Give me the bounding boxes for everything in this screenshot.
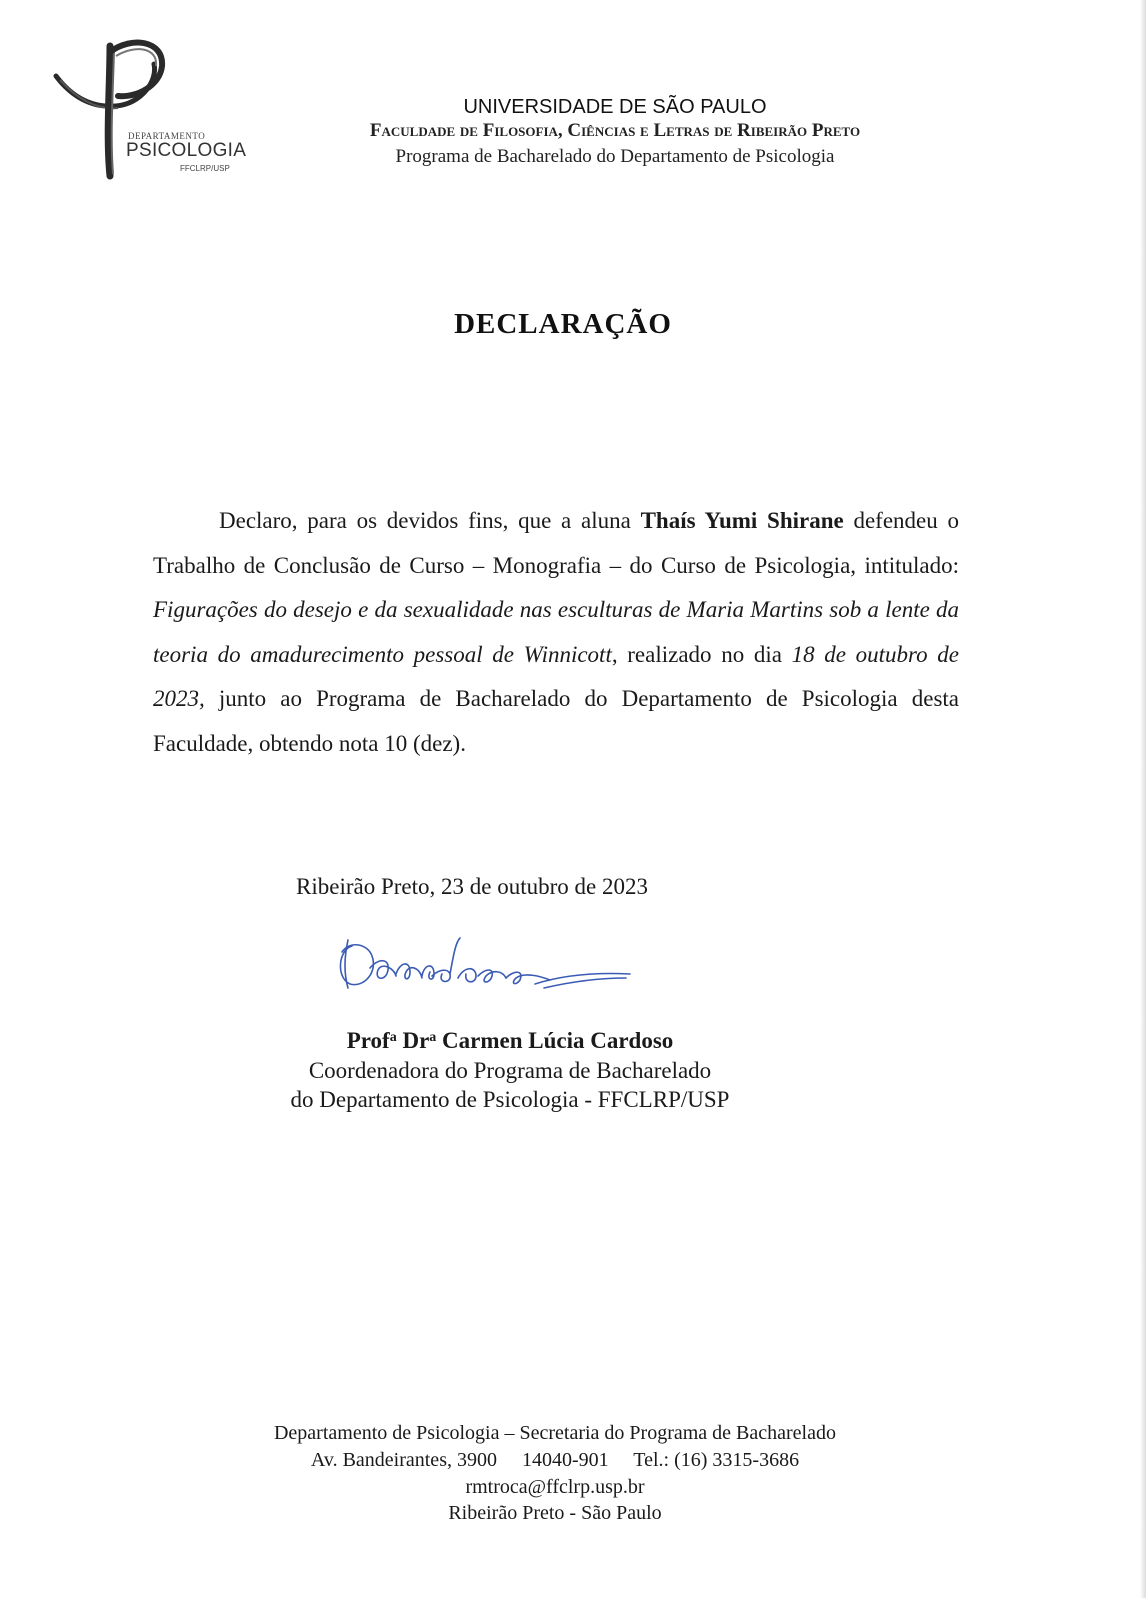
declaration-body	[153, 499, 959, 766]
body-text-part2: defendeu o Trabalho de Conclusão de Curso – Monografia – do Curso de Psicologia, intitulado:	[153, 508, 959, 578]
signatory-title-dr: Dr	[396, 1028, 430, 1053]
signatory-title-sup1: a	[389, 1030, 397, 1045]
handwritten-signature	[330, 928, 640, 1000]
document-title: DECLARAÇÃO	[454, 308, 672, 340]
header-program: Programa de Bacharelado do Departamento de Psicologia	[395, 146, 835, 167]
footer-city: Ribeirão Preto - São Paulo	[448, 1502, 662, 1524]
footer-address: Av. Bandeirantes, 3900	[310, 1449, 497, 1471]
header-faculty: Faculdade de Filosofia, Ciências e Letras de Ribeirão Preto	[369, 120, 861, 141]
logo-dept-label: DEPARTAMENTO	[128, 131, 206, 141]
signatory-title-prof: Prof	[346, 1028, 390, 1053]
student-name: Thaís Yumi Shirane	[640, 508, 844, 533]
logo-dept-name: PSICOLOGIA	[126, 140, 247, 161]
signatory-role-line1: Coordenadora do Programa de Bacharelado	[308, 1058, 712, 1083]
department-logo	[46, 36, 246, 186]
logo-dept-unit: FFCLRP/USP	[180, 164, 230, 173]
footer-department: Departamento de Psicologia – Secretaria do Programa de Bacharelado	[273, 1422, 836, 1444]
signatory-full-name: Carmen Lúcia Cardoso	[436, 1028, 674, 1053]
footer-phone: Tel.: (16) 3315-3686	[633, 1449, 800, 1471]
footer-contact-line	[0, 1449, 1110, 1472]
thesis-title: Figurações do desejo e da sexualidade nas esculturas de Maria Martins sob a lente da teoria do amadurecimento pessoal de Winnicott	[153, 597, 959, 667]
signatory-title-sup2: a	[429, 1030, 437, 1045]
body-text-part1: Declaro, para os devidos fins, que a aluna	[219, 508, 641, 533]
footer-zip: 14040-901	[521, 1449, 609, 1471]
page-edge-shadow	[1140, 0, 1146, 1598]
body-text-part3: , realizado no dia	[611, 641, 792, 667]
place-date: Ribeirão Preto, 23 de outubro de 2023	[296, 874, 648, 899]
signatory-role-line2: do Departamento de Psicologia - FFCLRP/USP	[290, 1087, 730, 1112]
defense-date: 18 de outubro de 2023,	[153, 641, 960, 711]
signatory-name	[0, 1028, 1020, 1054]
body-text-part4: junto ao Programa de Bacharelado do Departamento de Psicologia desta Faculdade, obtendo nota 10 (dez).	[153, 686, 959, 756]
footer-email[interactable]: rmtroca@ffclrp.usp.br	[465, 1476, 645, 1498]
header-university: UNIVERSIDADE DE SÃO PAULO	[463, 96, 767, 118]
